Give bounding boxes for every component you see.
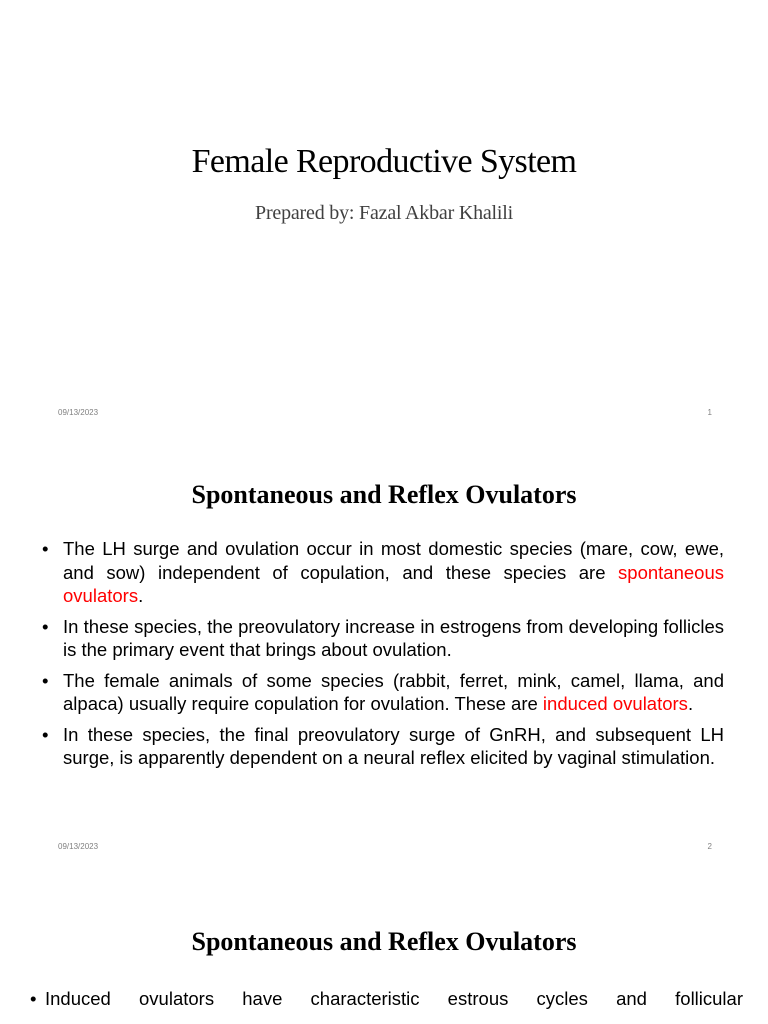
slide-1 bbox=[0, 0, 768, 434]
bullet-list bbox=[30, 987, 743, 1011]
bullet-icon: • bbox=[42, 615, 49, 637]
slide-3 bbox=[0, 868, 768, 1024]
slide-date: 09/13/2023 bbox=[58, 408, 99, 417]
highlight-term: induced ovulators bbox=[542, 693, 688, 714]
bullet-text: In these species, the preovulatory increase in estrogens from developing follicles is the primary event that brings about ovulation. bbox=[63, 615, 724, 660]
bullet-icon: • bbox=[30, 988, 37, 1009]
bullet-item bbox=[42, 537, 724, 608]
slide-title: Female Reproductive System bbox=[191, 143, 577, 180]
bullet-text: The female animals of some species (rabbit, ferret, mink, camel, llama, and alpaca) usually require copulation for ovulation. These are bbox=[63, 669, 724, 714]
bullet-text-end: . bbox=[687, 693, 694, 714]
bullet-item bbox=[42, 723, 724, 770]
bullet-item bbox=[42, 615, 724, 662]
highlight-term: spontaneous ovulators bbox=[63, 561, 724, 606]
bullet-list bbox=[42, 537, 724, 777]
bullet-icon: • bbox=[42, 723, 49, 745]
bullet-text: Induced ovulators have characteristic estrous cycles and follicular bbox=[45, 988, 743, 1009]
bullet-text-end: . bbox=[138, 585, 144, 606]
slide-number: 1 bbox=[707, 408, 712, 417]
bullet-icon: • bbox=[42, 538, 49, 559]
slide-subtitle: Prepared by: Fazal Akbar Khalili bbox=[255, 202, 513, 224]
slide-date: 09/13/2023 bbox=[58, 842, 99, 851]
slide-title: Spontaneous and Reflex Ovulators bbox=[191, 927, 577, 956]
bullet-item bbox=[42, 669, 724, 716]
bullet-item bbox=[30, 987, 743, 1011]
bullet-icon: • bbox=[42, 669, 49, 691]
bullet-text: The LH surge and ovulation occur in most domestic species (mare, cow, ewe, and sow) independent of copulation, and these species are bbox=[63, 538, 724, 583]
slide-title: Spontaneous and Reflex Ovulators bbox=[191, 480, 577, 509]
bullet-text: In these species, the final preovulatory surge of GnRH, and subsequent LH surge, is apparently dependent on a neural reflex elicited by vaginal stimulation. bbox=[63, 723, 724, 768]
slide-number: 2 bbox=[707, 842, 712, 851]
slide-2 bbox=[0, 434, 768, 868]
